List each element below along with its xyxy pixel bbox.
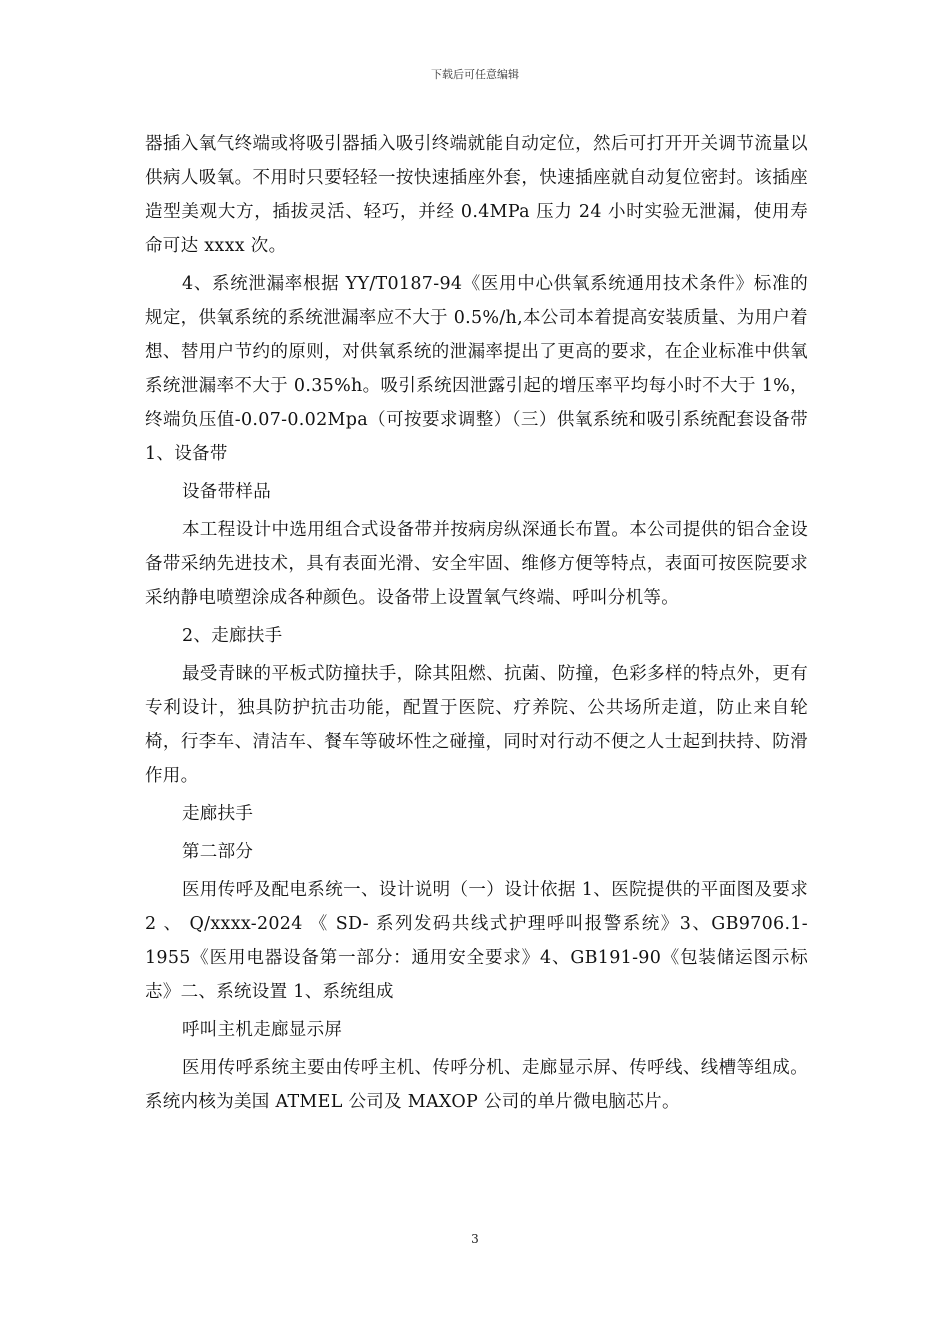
paragraph-3: 设备带样品: [182, 482, 271, 502]
paragraph-11: 医用传呼系统主要由传呼主机、传呼分机、走廊显示屏、传呼线、线槽等组成。系统内核为美国 ATMEL 公司及 MAXOP 公司的单片微电脑芯片。: [145, 1058, 808, 1112]
paragraph-6: 最受青睐的平板式防撞扶手，除其阻燃、抗菌、防撞，色彩多样的特点外，更有专利设计，独具防护抗击功能，配置于医院、疗养院、公共场所走道，防止来自轮椅，行李车、清洁车、餐车等破坏性之碰撞，同时对行动不便之人士起到扶持、防滑作用。: [145, 664, 808, 786]
page-number: 3: [471, 1232, 479, 1246]
document-body: [145, 127, 814, 1119]
paragraph-10: 呼叫主机走廊显示屏: [182, 1020, 343, 1040]
paragraph-9: 医用传呼及配电系统一、设计说明（一）设计依据 1、医院提供的平面图及要求 2 、 Q/xxxx-2024 《 SD- 系列发码共线式护理呼叫报警系统》3、GB9706.1-1955《医用电器设备第一部分：通用安全要求》4、GB191-90《包装储运图示标志》二、系统设置 1、系统组成: [145, 880, 814, 1002]
page-header: 下载后可任意编辑: [431, 68, 519, 81]
paragraph-2: 4、系统泄漏率根据 YY/T0187-94《医用中心供氧系统通用技术条件》标准的规定，供氧系统的系统泄漏率应不大于 0.5%/h,本公司本着提高安装质量、为用户着想、替用户节约的原则，对供氧系统的泄漏率提出了更高的要求，在企业标准中供氧系统泄漏率不大于 0.35%h。吸引系统因泄露引起的增压率平均每小时不大于 1%，终端负压值-0.07-0.02Mpa（可按要求调整）（三）供氧系统和吸引系统配套设备带 1、设备带: [145, 274, 814, 464]
paragraph-8: 第二部分: [182, 842, 254, 862]
paragraph-5: 2、走廊扶手: [182, 626, 283, 646]
paragraph-4: 本工程设计中选用组合式设备带并按病房纵深通长布置。本公司提供的铝合金设备带采纳先进技术，具有表面光滑、安全牢固、维修方便等特点，表面可按医院要求采纳静电喷塑涂成各种颜色。设备带上设置氧气终端、呼叫分机等。: [145, 520, 808, 608]
paragraph-1: 器插入氧气终端或将吸引器插入吸引终端就能自动定位，然后可打开开关调节流量以供病人吸氧。不用时只要轻轻一按快速插座外套，快速插座就自动复位密封。该插座造型美观大方，插拔灵活、轻巧，并经 0.4MPa 压力 24 小时实验无泄漏，使用寿命可达 xxxx 次。: [145, 134, 808, 256]
paragraph-7: 走廊扶手: [182, 804, 254, 824]
